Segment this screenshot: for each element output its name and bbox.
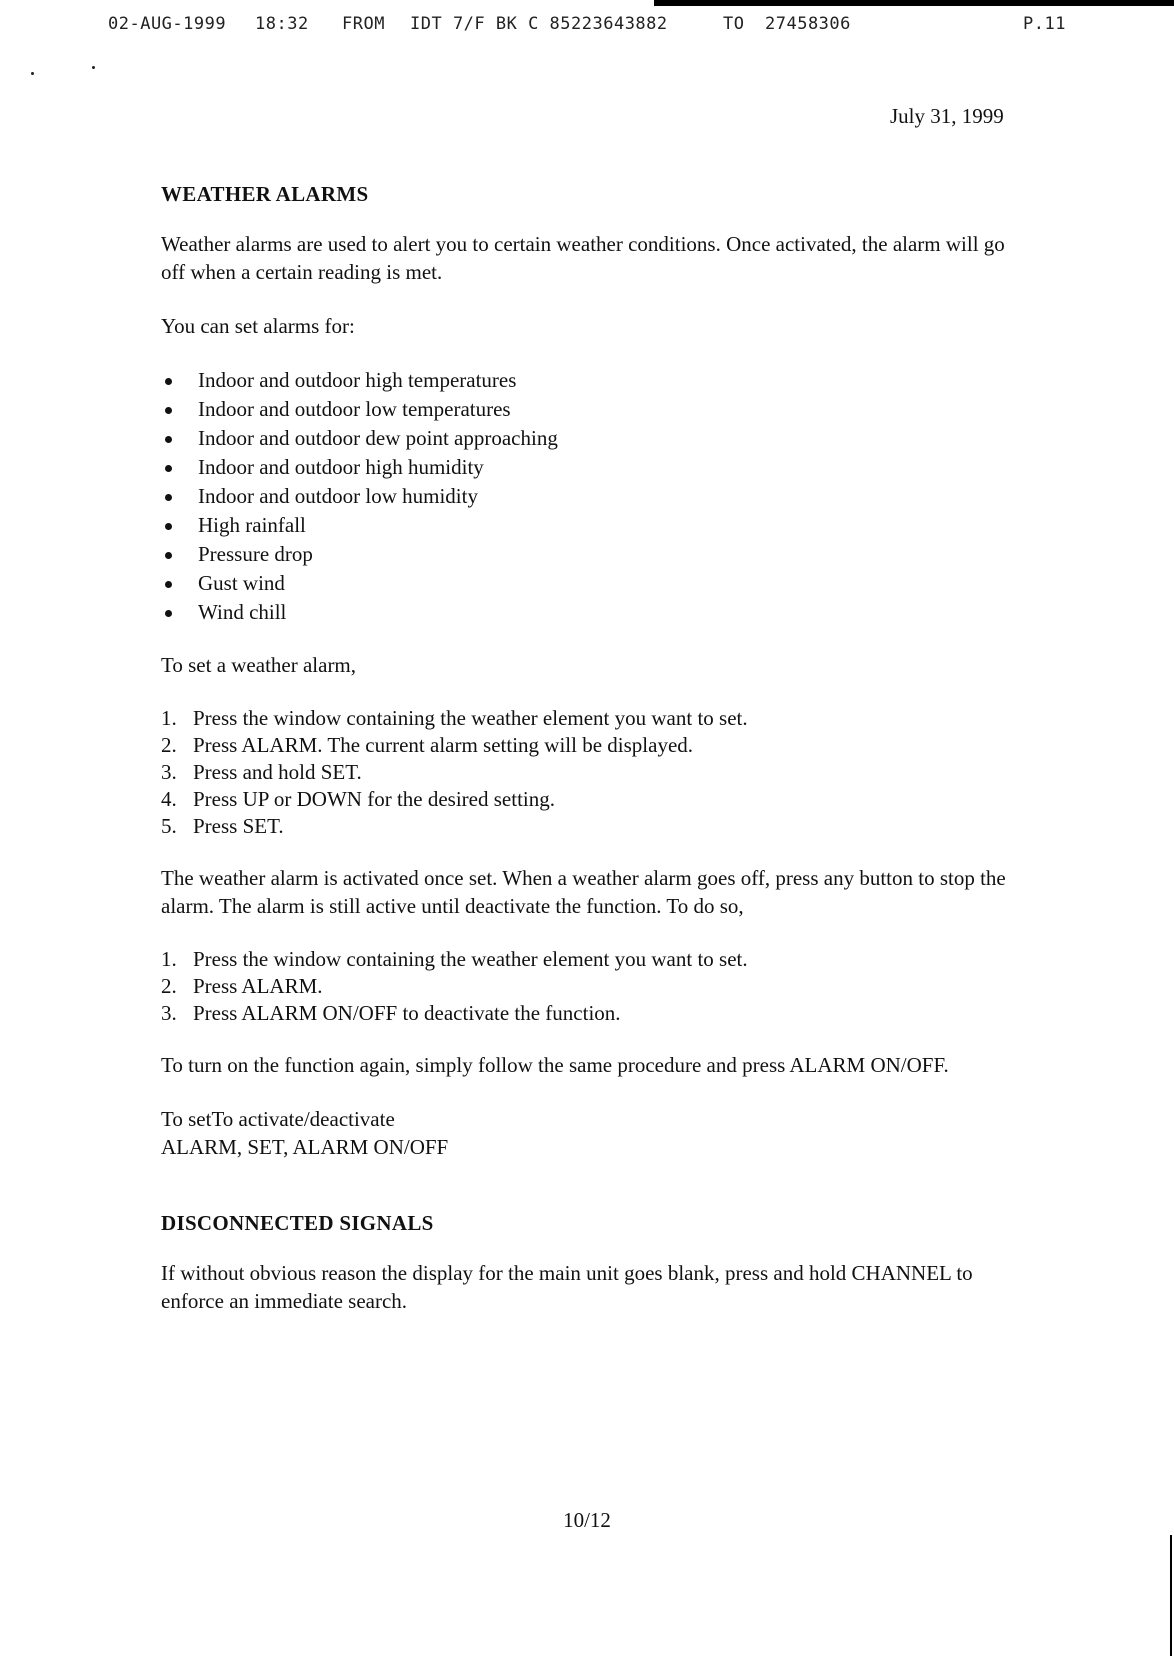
document-date: July 31, 1999 [890, 104, 1004, 128]
step-item [161, 759, 1021, 786]
step-number: 3. [161, 760, 177, 784]
set-alarm-intro: To set a weather alarm, [161, 653, 357, 677]
weather-alarms-heading: WEATHER ALARMS [161, 182, 369, 206]
step-text: Press SET. [193, 814, 284, 838]
fax-sender: IDT 7/F BK C 85223643882 [410, 14, 668, 34]
fax-to-number: 27458306 [765, 14, 851, 34]
step-number: 5. [161, 814, 177, 838]
alarm-activated-text: The weather alarm is activated once set. When a weather alarm goes off, press any button to stop the alarm. The alarm is still active until deactivate the function. To do so, [161, 866, 1006, 918]
step-text: Press the window containing the weather element you want to set. [193, 706, 748, 730]
step-item [161, 973, 1021, 1000]
disconnected-signals-section [161, 1209, 1021, 1315]
page-number: 10/12 [563, 1508, 611, 1532]
step-number: 1. [161, 947, 177, 971]
step-item [161, 1000, 1021, 1027]
disconnected-signals-text: If without obvious reason the display for the main unit goes blank, press and hold CHANNEL to enforce an immediate search. [161, 1261, 973, 1313]
set-for-label: You can set alarms for: [161, 314, 355, 338]
document-body [161, 180, 1021, 1341]
list-item: Indoor and outdoor low humidity [161, 482, 1021, 511]
list-item: Wind chill [161, 598, 1021, 627]
summary-line: To setTo activate/deactivate [161, 1107, 395, 1131]
deactivate-steps [161, 946, 1021, 1027]
scan-speck [92, 66, 95, 69]
list-item: High rainfall [161, 511, 1021, 540]
scan-edge-line [1170, 1535, 1172, 1656]
alarm-summary [161, 1105, 1021, 1161]
list-item: Indoor and outdoor low temperatures [161, 395, 1021, 424]
step-number: 4. [161, 787, 177, 811]
fax-date: 02-AUG-1999 [108, 14, 227, 34]
step-number: 2. [161, 733, 177, 757]
disconnected-signals-heading: DISCONNECTED SIGNALS [161, 1211, 434, 1235]
set-alarm-steps [161, 705, 1021, 840]
step-number: 3. [161, 1001, 177, 1025]
list-item: Indoor and outdoor high humidity [161, 453, 1021, 482]
fax-from-label: FROM [342, 14, 385, 34]
list-item: Pressure drop [161, 540, 1021, 569]
alarm-types-list [161, 366, 1021, 627]
fax-top-border [654, 0, 1174, 6]
step-number: 2. [161, 974, 177, 998]
list-item: Indoor and outdoor dew point approaching [161, 424, 1021, 453]
weather-alarms-intro: Weather alarms are used to alert you to certain weather conditions. Once activated, the alarm will go off when a certain reading is met. [161, 232, 1005, 284]
turn-on-text: To turn on the function again, simply follow the same procedure and press ALARM ON/OFF. [161, 1053, 949, 1077]
scan-speck [31, 72, 34, 75]
step-number: 1. [161, 706, 177, 730]
list-item: Gust wind [161, 569, 1021, 598]
fax-header [108, 14, 1114, 40]
step-item [161, 705, 1021, 732]
step-text: Press ALARM. [193, 974, 323, 998]
step-item [161, 732, 1021, 759]
fax-page: P.11 [1023, 14, 1066, 34]
step-text: Press ALARM ON/OFF to deactivate the function. [193, 1001, 621, 1025]
list-item: Indoor and outdoor high temperatures [161, 366, 1021, 395]
step-text: Press UP or DOWN for the desired setting. [193, 787, 555, 811]
fax-time: 18:32 [255, 14, 309, 34]
summary-line: ALARM, SET, ALARM ON/OFF [161, 1135, 449, 1159]
step-text: Press and hold SET. [193, 760, 362, 784]
step-item [161, 786, 1021, 813]
step-text: Press ALARM. The current alarm setting will be displayed. [193, 733, 694, 757]
step-item [161, 946, 1021, 973]
step-item [161, 813, 1021, 840]
fax-to-label: TO [723, 14, 745, 34]
step-text: Press the window containing the weather element you want to set. [193, 947, 748, 971]
